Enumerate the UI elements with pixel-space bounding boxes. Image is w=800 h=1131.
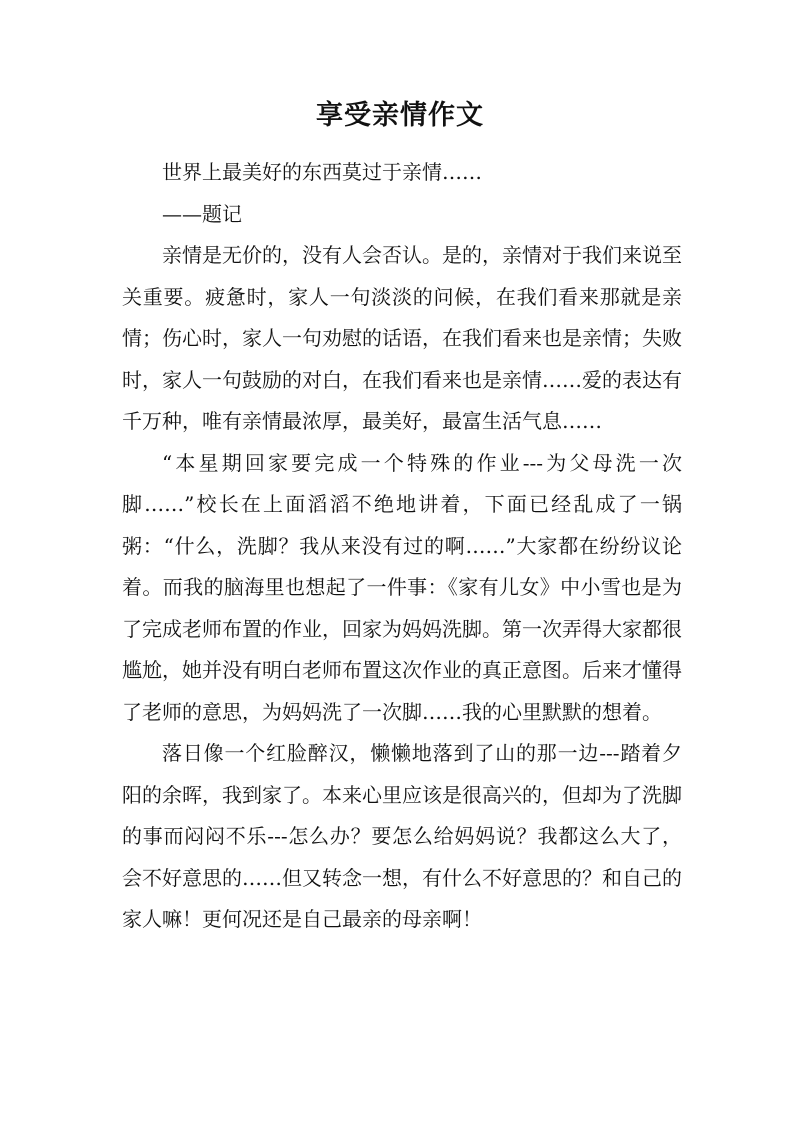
- page-title: 享受亲情作文: [316, 100, 484, 131]
- epigraph-attribution: ——题记: [162, 201, 242, 226]
- paragraph-2: “本星期回家要完成一个特殊的作业---为父母洗一次脚……”校长在上面滔滔不绝地讲着，下面已经乱成了一锅粥：“什么，洗脚？我从来没有过的啊……”大家都在纷纷议论着。而我的脑海里也想起了一件事：《家有儿女》中小雪也是为了完成老师布置的作业，回家为妈妈洗脚。第一次弄得大家都很尴尬，她并没有明白老师布置这次作业的真正意图。后来才懂得了老师的意思，为妈妈洗了一次脚……我的心里默默的想着。: [122, 450, 682, 724]
- epigraph: 世界上最美好的东西莫过于亲情……: [162, 160, 482, 184]
- article-body: [122, 152, 682, 941]
- paragraph-1: 亲情是无价的，没有人会否认。是的，亲情对于我们来说至关重要。疲惫时，家人一句淡淡的问候，在我们看来那就是亲情；伤心时，家人一句劝慰的话语，在我们看来也是亲情；失败时，家人一句鼓励的对白，在我们看来也是亲情……爱的表达有千万种，唯有亲情最浓厚，最美好，最富生活气息……: [122, 243, 682, 433]
- paragraph-3: 落日像一个红脸醉汉，懒懒地落到了山的那一边---踏着夕阳的余晖，我到家了。本来心里应该是很高兴的，但却为了洗脚的事而闷闷不乐---怎么办？要怎么给妈妈说？我都这么大了，会不好意思的……但又转念一想，有什么不好意思的？和自己的家人嘛！更何况还是自己最亲的母亲啊！: [122, 741, 682, 931]
